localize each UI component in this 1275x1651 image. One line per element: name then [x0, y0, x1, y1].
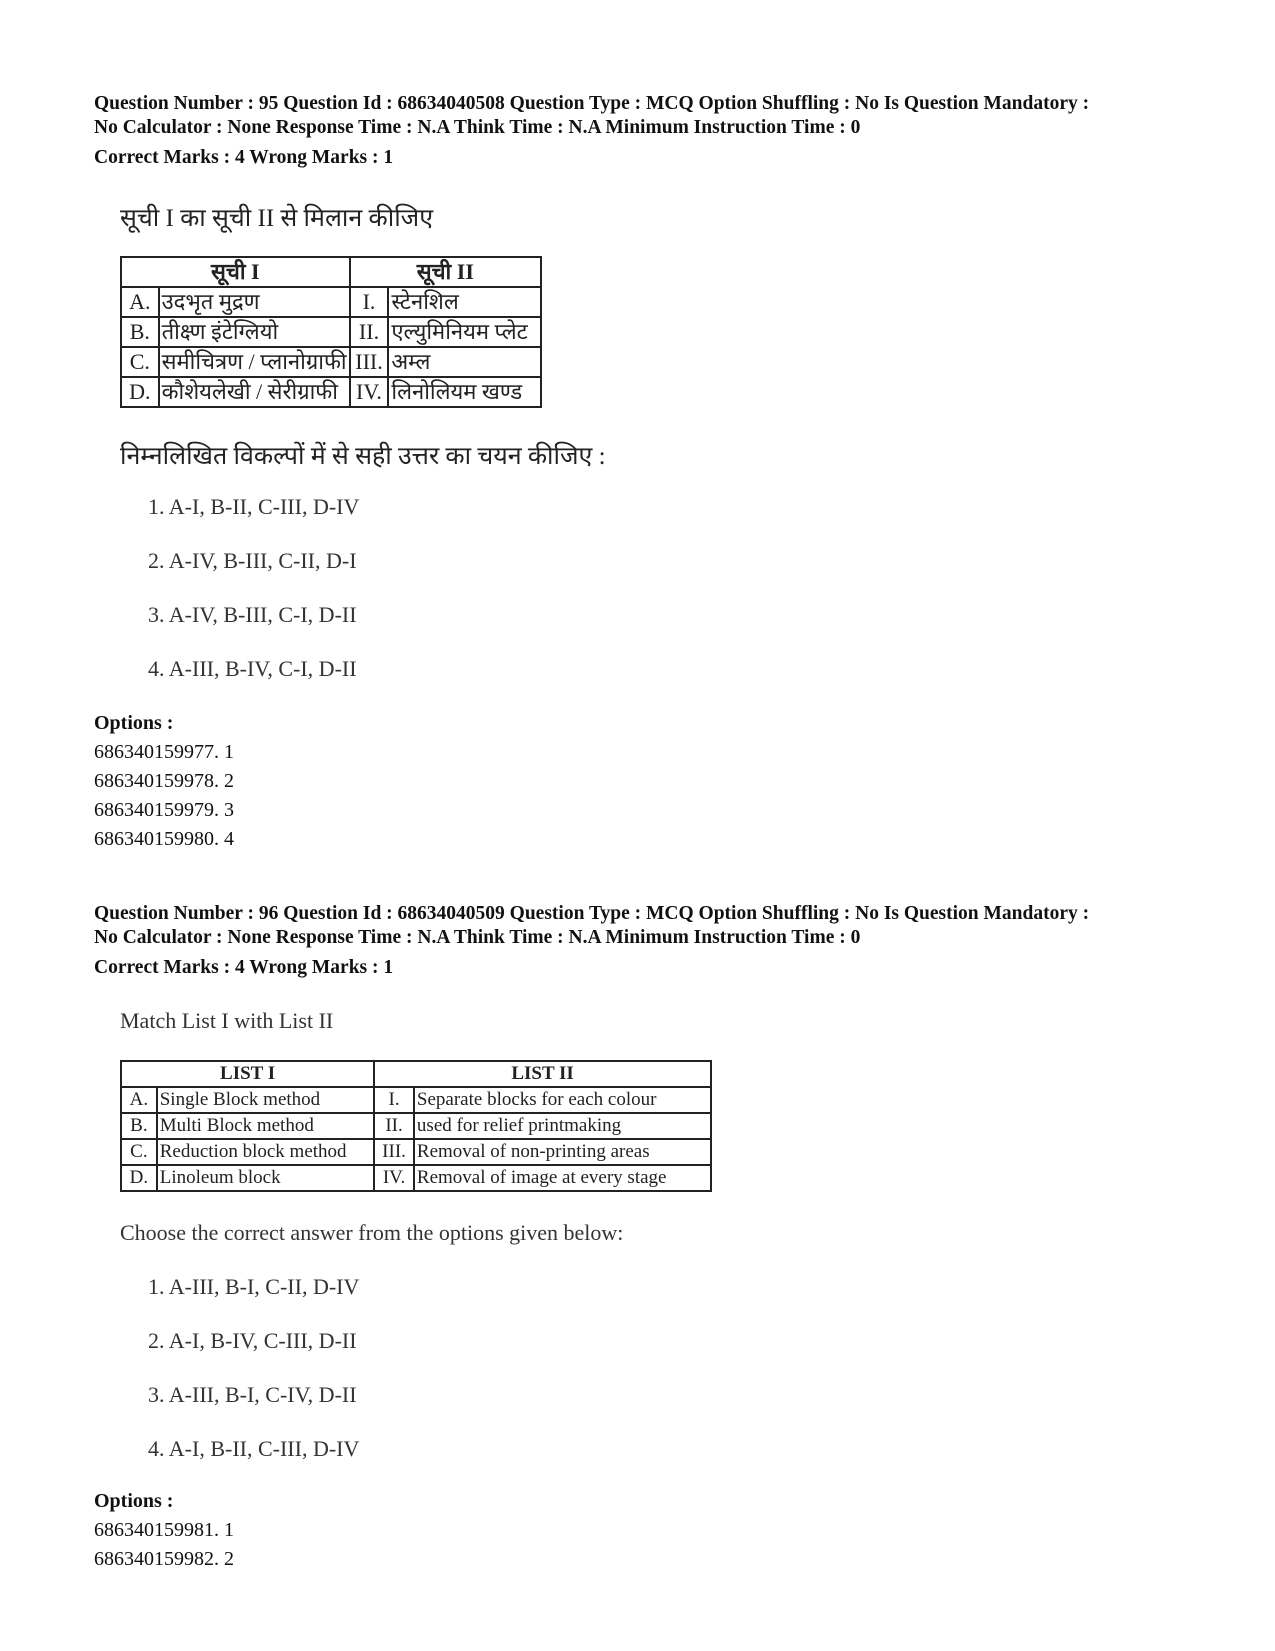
option-id: 686340159980. 4	[94, 828, 234, 850]
question-95-match-table	[120, 256, 542, 408]
row-key: II.	[350, 317, 389, 347]
row-key: C.	[121, 347, 159, 377]
row-key: B.	[121, 1113, 157, 1139]
row-key: III.	[374, 1139, 414, 1165]
row-key: B.	[121, 317, 159, 347]
question-96-marks: Correct Marks : 4 Wrong Marks : 1	[94, 957, 394, 978]
question-96-meta	[94, 902, 1244, 950]
table-row	[121, 1113, 711, 1139]
list-2-item: एल्युमिनियम प्लेट	[388, 317, 541, 347]
options-heading: Options :	[94, 1490, 174, 1512]
meta-line: Question Number : 95 Question Id : 68634040508 Question Type : MCQ Option Shuffling : No Is Question Mandatory :	[94, 93, 1090, 114]
list-2-header: सूची II	[350, 257, 541, 287]
list-2-item: Removal of non-printing areas	[414, 1139, 711, 1165]
row-key: I.	[350, 287, 389, 317]
question-95-stem: सूची I का सूची II से मिलान कीजिए	[120, 205, 434, 232]
table-row	[121, 347, 541, 377]
meta-line: No Calculator : None Response Time : N.A Think Time : N.A Minimum Instruction Time : 0	[94, 927, 861, 948]
row-key: IV.	[374, 1165, 414, 1191]
row-key: D.	[121, 377, 159, 407]
answer-choice: 1. A-I, B-II, C-III, D-IV	[148, 494, 360, 519]
meta-line: No Calculator : None Response Time : N.A Think Time : N.A Minimum Instruction Time : 0	[94, 117, 861, 138]
list-1-item: तीक्ष्ण इंटेग्लियो	[159, 317, 350, 347]
question-95-marks: Correct Marks : 4 Wrong Marks : 1	[94, 147, 394, 168]
answer-choice: 4. A-III, B-IV, C-I, D-II	[148, 656, 357, 681]
table-row	[121, 317, 541, 347]
answer-choice: 1. A-III, B-I, C-II, D-IV	[148, 1274, 360, 1299]
question-96-stem: Match List I with List II	[120, 1008, 334, 1033]
list-1-item: Multi Block method	[157, 1113, 374, 1139]
option-id: 686340159979. 3	[94, 799, 234, 821]
question-95-prompt: निम्नलिखित विकल्पों में से सही उत्तर का चयन कीजिए :	[120, 443, 606, 470]
list-2-header: LIST II	[374, 1061, 711, 1087]
table-row	[121, 377, 541, 407]
list-2-item: अम्ल	[388, 347, 541, 377]
list-1-header: सूची I	[121, 257, 350, 287]
question-95-meta	[94, 92, 1244, 140]
answer-choice: 4. A-I, B-II, C-III, D-IV	[148, 1436, 360, 1461]
option-id: 686340159978. 2	[94, 770, 234, 792]
row-key: A.	[121, 287, 159, 317]
row-key: III.	[350, 347, 389, 377]
options-heading: Options :	[94, 712, 174, 734]
row-key: II.	[374, 1113, 414, 1139]
list-2-item: लिनोलियम खण्ड	[388, 377, 541, 407]
list-2-item: स्टेनशिल	[388, 287, 541, 317]
answer-choice: 3. A-III, B-I, C-IV, D-II	[148, 1382, 357, 1407]
row-key: IV.	[350, 377, 389, 407]
list-2-item: Removal of image at every stage	[414, 1165, 711, 1191]
row-key: I.	[374, 1087, 414, 1113]
answer-choice: 2. A-I, B-IV, C-III, D-II	[148, 1328, 357, 1353]
row-key: C.	[121, 1139, 157, 1165]
table-row	[121, 1139, 711, 1165]
meta-line: Question Number : 96 Question Id : 68634040509 Question Type : MCQ Option Shuffling : No Is Question Mandatory :	[94, 903, 1090, 924]
list-2-item: used for relief printmaking	[414, 1113, 711, 1139]
table-row	[121, 1087, 711, 1113]
list-1-item: Linoleum block	[157, 1165, 374, 1191]
list-1-item: Reduction block method	[157, 1139, 374, 1165]
option-id: 686340159982. 2	[94, 1548, 234, 1570]
answer-choice: 3. A-IV, B-III, C-I, D-II	[148, 602, 357, 627]
row-key: D.	[121, 1165, 157, 1191]
list-1-item: कौशेयलेखी / सेरीग्राफी	[159, 377, 350, 407]
option-id: 686340159981. 1	[94, 1519, 234, 1541]
list-1-header: LIST I	[121, 1061, 374, 1087]
list-1-item: Single Block method	[157, 1087, 374, 1113]
table-row	[121, 1165, 711, 1191]
answer-choice: 2. A-IV, B-III, C-II, D-I	[148, 548, 357, 573]
option-id: 686340159977. 1	[94, 741, 234, 763]
list-2-item: Separate blocks for each colour	[414, 1087, 711, 1113]
question-96-match-table	[120, 1060, 712, 1192]
table-row	[121, 287, 541, 317]
question-96-prompt: Choose the correct answer from the options given below:	[120, 1220, 624, 1245]
list-1-item: समीचित्रण / प्लानोग्राफी	[159, 347, 350, 377]
list-1-item: उदभृत मुद्रण	[159, 287, 350, 317]
row-key: A.	[121, 1087, 157, 1113]
